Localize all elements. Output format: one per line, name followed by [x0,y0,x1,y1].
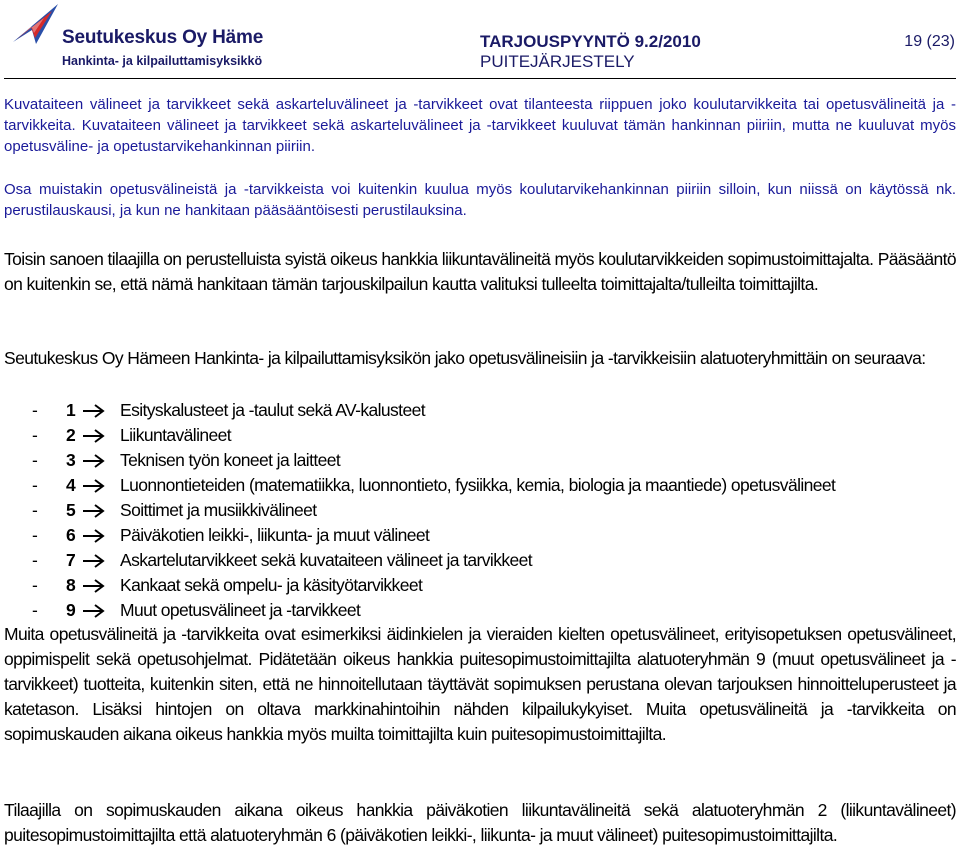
right-arrow-icon [80,604,120,618]
paragraph-other-equipment: Osa muistakin opetusvälineistä ja -tarvikkeista voi kuitenkin kuulua myös koulutarvikehankinnan piiriin silloin, kun niissä on käytössä nk. perustilauskausi, ja kun ne hankitaan pääsääntöisesti perustilauksina. [4,181,956,219]
subgroup-label: Askartelutarvikkeet sekä kuvataiteen välineet ja tarvikkeet [120,550,533,570]
right-arrow-icon [80,529,120,543]
document-title: TARJOUSPYYNTÖ 9.2/2010 [480,32,701,51]
subgroup-number: 8 [66,575,76,595]
paragraph-other-teaching-equipment: Muita opetusvälineitä ja -tarvikkeita ovat esimerkiksi äidinkielen ja vieraiden kielten opetusvälineet, erityisopetuksen opetusvälineet, oppimispelit sekä opetusohjelmat. Pidätetään oikeus hankkia puitesopimustoimittajilta alatuoteryhmän 9 (muut opetusvälineet ja -tarvikkeet) tuotteita, kuitenkin siten, että ne hinnoitellutaan täyttävät sopimuksen perustana olevan tarjouksen hinnoitteluperusteet ja katetason. Lisäksi hintojen on oltava markkinahintoihin nähden kilpailukykyiset. Muita opetusvälineitä ja -tarvikkeita on sopimuskauden aikana oikeus hankkia myös muilta toimittajilta kuin puitesopimustoimittajilta. [4,624,956,744]
paragraph-daycare-equipment: Tilaajilla on sopimuskauden aikana oikeus hankkia päiväkotien liikuntavälineitä sekä alatuoteryhmän 2 (liikuntavälineet) puitesopimustoimittajilta että alatuoteryhmän 6 (päiväkotien leikki-, liikunta- ja muut välineet) puitesopimustoimittajilta. [4,800,956,845]
paragraph-sports-equipment: Toisin sanoen tilaajilla on perustelluista syistä oikeus hankkia liikuntavälineitä myös koulutarvikkeiden sopimustoimittajalta. Pääsääntö on kuitenkin se, että nämä hankitaan tämän tarjouskilpailun kautta valituksi tulleelta toimittajalta/tulleilta toimittajilta. [4,249,956,294]
subgroup-label: Muut opetusvälineet ja -tarvikkeet [120,600,361,620]
right-arrow-icon [80,429,120,443]
subgroup-label: Liikuntavälineet [120,425,232,445]
subgroup-label: Kankaat sekä ompelu- ja käsityötarvikkeet [120,575,423,595]
subgroup-label: Päiväkotien leikki-, liikunta- ja muut välineet [120,525,430,545]
right-arrow-icon [80,504,120,518]
list-item: - 2 Liikuntavälineet [32,423,835,448]
list-item: - 4 Luonnontieteiden (matematiikka, luonnontieto, fysiikka, kemia, biologia ja maantiede) opetusvälineet [32,473,835,498]
right-arrow-icon [80,479,120,493]
right-arrow-icon [80,579,120,593]
paragraph-art-supplies: Kuvataiteen välineet ja tarvikkeet sekä askarteluvälineet ja -tarvikkeet ovat tilanteesta riippuen joko koulutarvikkeita tai opetusvälineitä ja -tarvikkeita. Kuvataiteen välineet ja tarvikkeet sekä askarteluvälineet ja -tarvikkeet kuuluvat tämän hankinnan piiriin, mutta ne kuuluvat myös opetusväline- ja opetustarvikehankinnan piiriin. [4,96,956,155]
subgroup-number: 4 [66,475,76,495]
org-unit: Hankinta- ja kilpailuttamisyksikkö [62,54,263,68]
subgroup-number: 9 [66,600,76,620]
page-number: 19 (23) [904,33,955,50]
right-arrow-icon [80,554,120,568]
subgroup-number: 3 [66,450,76,470]
seutukeskus-logo-icon [8,2,63,52]
subgroup-number: 1 [66,400,76,420]
list-item: - 6 Päiväkotien leikki-, liikunta- ja muut välineet [32,523,835,548]
subgroup-list [32,398,835,623]
subgroup-number: 7 [66,550,76,570]
subgroup-label: Esityskalusteet ja -taulut sekä AV-kalusteet [120,400,425,420]
subgroup-number: 5 [66,500,76,520]
subgroup-number: 2 [66,425,76,445]
subgroup-label: Soittimet ja musiikkivälineet [120,500,317,520]
right-arrow-icon [80,404,120,418]
org-name: Seutukeskus Oy Häme [62,27,264,48]
list-item: - 5 Soittimet ja musiikkivälineet [32,498,835,523]
list-item: - 3 Teknisen työn koneet ja laitteet [32,448,835,473]
document-subtitle: PUITEJÄRJESTELY [480,52,635,71]
right-arrow-icon [80,454,120,468]
list-item: - 1 Esityskalusteet ja -taulut sekä AV-kalusteet [32,398,835,423]
list-item: - 9 Muut opetusvälineet ja -tarvikkeet [32,598,835,623]
subgroup-label: Teknisen työn koneet ja laitteet [120,450,341,470]
subgroup-number: 6 [66,525,76,545]
subgroup-label: Luonnontieteiden (matematiikka, luonnontieto, fysiikka, kemia, biologia ja maantiede) opetusvälineet [120,475,836,495]
list-item: - 7 Askartelutarvikkeet sekä kuvataiteen välineet ja tarvikkeet [32,548,835,573]
header-divider [4,78,956,79]
list-item: - 8 Kankaat sekä ompelu- ja käsityötarvikkeet [32,573,835,598]
paragraph-subgroup-intro: Seutukeskus Oy Hämeen Hankinta- ja kilpailuttamisyksikön jako opetusvälineisiin ja -tarvikkeisiin alatuoteryhmittäin on seuraava: [4,348,926,368]
